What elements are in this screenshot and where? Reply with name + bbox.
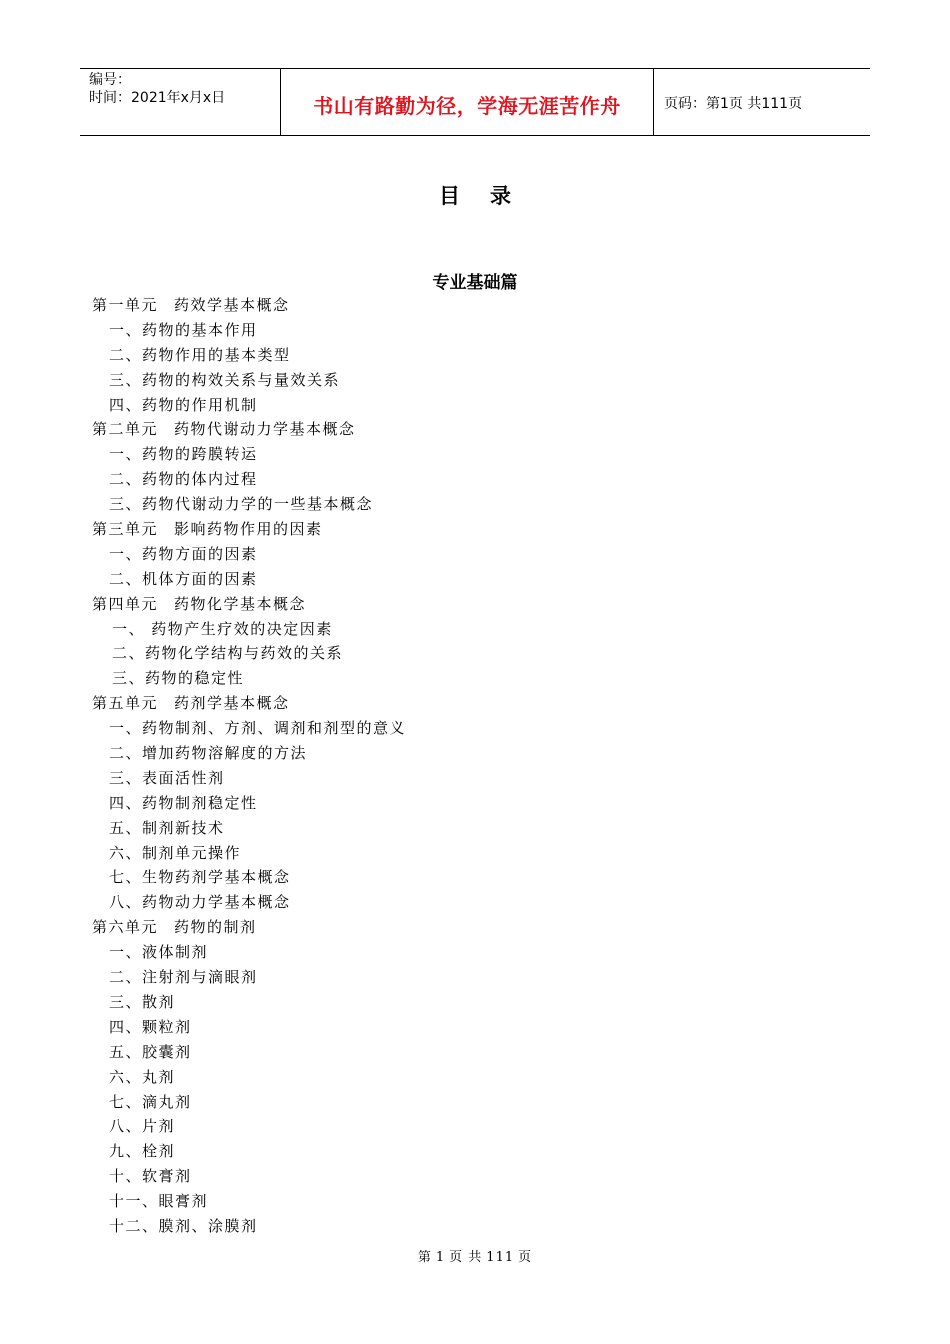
toc-title-char-2: 录 bbox=[490, 183, 511, 208]
toc-item: 一、药物方面的因素 bbox=[109, 544, 258, 563]
toc-unit-heading bbox=[92, 517, 406, 542]
toc-item: 三、药物代谢动力学的一些基本概念 bbox=[109, 495, 374, 514]
footer-suffix: 页 bbox=[518, 1250, 533, 1265]
toc-item: 八、药物动力学基本概念 bbox=[109, 893, 291, 912]
toc-unit-heading bbox=[92, 691, 406, 716]
toc-item: 四、药物制剂稳定性 bbox=[109, 793, 258, 812]
toc-unit-heading bbox=[92, 417, 406, 442]
toc-unit-number: 第三单元 bbox=[92, 520, 159, 539]
toc-item: 三、药物的构效关系与量效关系 bbox=[109, 370, 341, 389]
toc-unit-title: 药效学基本概念 bbox=[174, 296, 290, 314]
toc-item: 五、胶囊剂 bbox=[109, 1042, 192, 1061]
toc-item: 十二、膜剂、涂膜剂 bbox=[109, 1216, 258, 1235]
toc-item: 二、机体方面的因素 bbox=[109, 569, 258, 588]
toc-item: 三、表面活性剂 bbox=[109, 768, 225, 787]
toc-item: 九、栓剂 bbox=[109, 1142, 176, 1161]
toc-unit-number: 第一单元 bbox=[92, 296, 159, 314]
footer-prefix: 第 bbox=[417, 1250, 432, 1265]
toc-item: 四、颗粒剂 bbox=[109, 1017, 192, 1036]
toc-unit-title: 药物的制剂 bbox=[174, 918, 257, 937]
document-header bbox=[80, 68, 870, 136]
toc-item: 一、药物制剂、方剂、调剂和剂型的意义 bbox=[109, 719, 407, 738]
toc-item: 一、药物的基本作用 bbox=[109, 320, 258, 339]
toc-item: 四、药物的作用机制 bbox=[109, 395, 258, 414]
footer-mid: 页 共 bbox=[449, 1250, 483, 1265]
toc-unit-number: 第四单元 bbox=[92, 594, 159, 613]
toc-item: 二、药物化学结构与药效的关系 bbox=[112, 644, 344, 663]
toc-unit-number: 第二单元 bbox=[92, 420, 159, 439]
toc-list bbox=[92, 293, 406, 1239]
toc-item: 十、软膏剂 bbox=[109, 1167, 192, 1186]
toc-item: 八、片剂 bbox=[109, 1117, 176, 1136]
toc-item: 三、散剂 bbox=[109, 992, 176, 1011]
toc-item: 二、增加药物溶解度的方法 bbox=[109, 744, 308, 763]
toc-title-char-1: 目 bbox=[439, 183, 460, 208]
header-motto: 书山有路勤为径，学海无涯苦作舟 bbox=[281, 69, 654, 135]
toc-unit-title: 药物代谢动力学基本概念 bbox=[174, 420, 356, 439]
toc-item: 二、药物的体内过程 bbox=[109, 470, 258, 489]
toc-unit-number: 第五单元 bbox=[92, 694, 159, 713]
toc-item: 一、 药物产生疗效的决定因素 bbox=[112, 619, 333, 638]
page-footer bbox=[0, 1246, 950, 1265]
toc-unit-heading bbox=[92, 915, 406, 940]
toc-item: 十一、眼膏剂 bbox=[109, 1192, 209, 1211]
toc-title bbox=[0, 180, 950, 210]
toc-item: 六、丸剂 bbox=[109, 1067, 176, 1086]
toc-unit-heading bbox=[92, 592, 406, 617]
toc-item: 七、滴丸剂 bbox=[109, 1092, 192, 1111]
footer-total-pages: 111 bbox=[486, 1250, 515, 1265]
toc-item: 三、药物的稳定性 bbox=[112, 669, 245, 688]
toc-item: 五、制剂新技术 bbox=[109, 818, 225, 837]
toc-item: 二、注射剂与滴眼剂 bbox=[109, 968, 258, 987]
header-page-info: 页码：第1页 共111页 bbox=[664, 96, 803, 112]
time-label: 时间：2021年x月x日 bbox=[89, 90, 226, 106]
toc-unit-heading bbox=[92, 293, 406, 318]
toc-item: 六、制剂单元操作 bbox=[109, 843, 242, 862]
toc-unit-title: 药物化学基本概念 bbox=[174, 594, 307, 613]
footer-page-number: 1 bbox=[435, 1250, 446, 1265]
toc-item: 二、药物作用的基本类型 bbox=[109, 345, 291, 364]
section-title: 专业基础篇 bbox=[432, 273, 518, 293]
toc-unit-title: 影响药物作用的因素 bbox=[174, 520, 323, 539]
toc-item: 一、药物的跨膜转运 bbox=[109, 445, 258, 464]
toc-unit-number: 第六单元 bbox=[92, 918, 159, 937]
toc-unit-title: 药剂学基本概念 bbox=[174, 694, 290, 713]
toc-item: 七、生物药剂学基本概念 bbox=[109, 868, 291, 887]
header-meta bbox=[80, 69, 281, 135]
toc-item: 一、液体制剂 bbox=[109, 943, 209, 962]
number-label: 编号： bbox=[89, 72, 131, 88]
